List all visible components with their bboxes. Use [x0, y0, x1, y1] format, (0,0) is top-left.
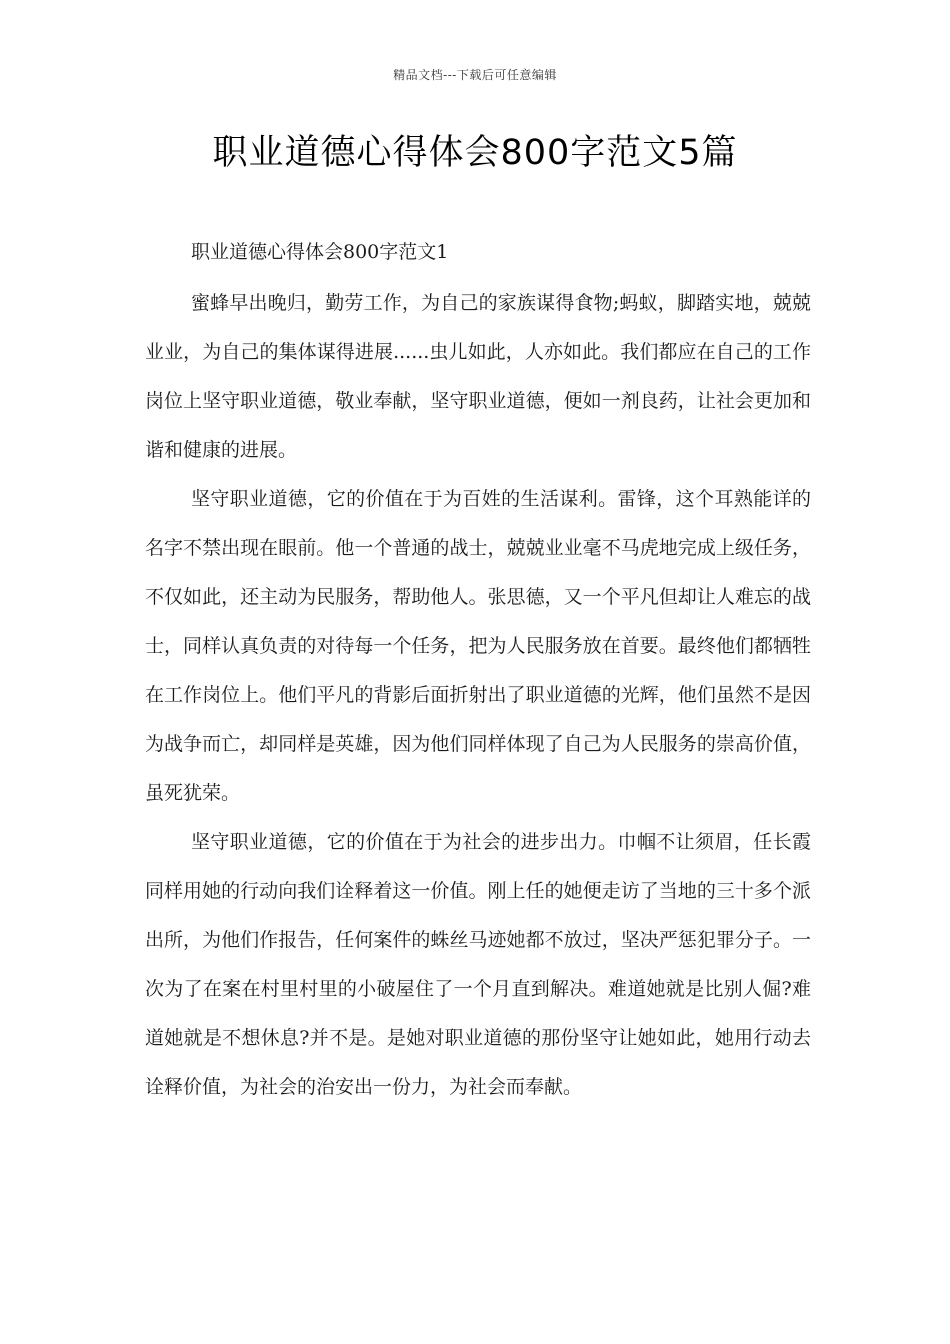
section-heading: 职业道德心得体会800字范文1 — [191, 241, 449, 263]
document-body — [145, 230, 811, 1112]
paragraph-1: 蜜蜂早出晚归，勤劳工作，为自己的家族谋得食物;蚂蚁，脚踏实地，兢兢业业，为自己的集体谋得进展......虫儿如此，人亦如此。我们都应在自己的工作岗位上坚守职业道德，敬业奉献，坚守职业道德，便如一剂良药，让社会更加和谐和健康的进展。 — [145, 292, 811, 461]
paragraph-2: 坚守职业道德，它的价值在于为百姓的生活谋利。雷锋，这个耳熟能详的名字不禁出现在眼前。他一个普通的战士，兢兢业业毫不马虎地完成上级任务，不仅如此，还主动为民服务，帮助他人。张思德，又一个平凡但却让人难忘的战士，同样认真负责的对待每一个任务，把为人民服务放在首要。最终他们都牺牲在工作岗位上。他们平凡的背影后面折射出了职业道德的光辉，他们虽然不是因为战争而亡，却同样是英雄，因为他们同样体现了自己为人民服务的崇高价值，虽死犹荣。 — [145, 488, 811, 804]
page-title: 职业道德心得体会800字范文5篇 — [212, 133, 738, 173]
paragraph-3: 坚守职业道德，它的价值在于为社会的进步出力。巾帼不让须眉，任长霞同样用她的行动向我们诠释着这一价值。刚上任的她便走访了当地的三十多个派出所，为他们作报告，任何案件的蛛丝马迹她都不放过，坚决严惩犯罪分子。一次为了在案在村里村里的小破屋住了一个月直到解决。难道她就是比别人倔?难道她就是不想休息?并不是。是她对职业道德的那份坚守让她如此，她用行动去诠释价值，为社会的治安出一份力，为社会而奉献。 — [145, 831, 811, 1098]
header-note: 精品文档---下载后可任意编辑 — [393, 68, 557, 82]
